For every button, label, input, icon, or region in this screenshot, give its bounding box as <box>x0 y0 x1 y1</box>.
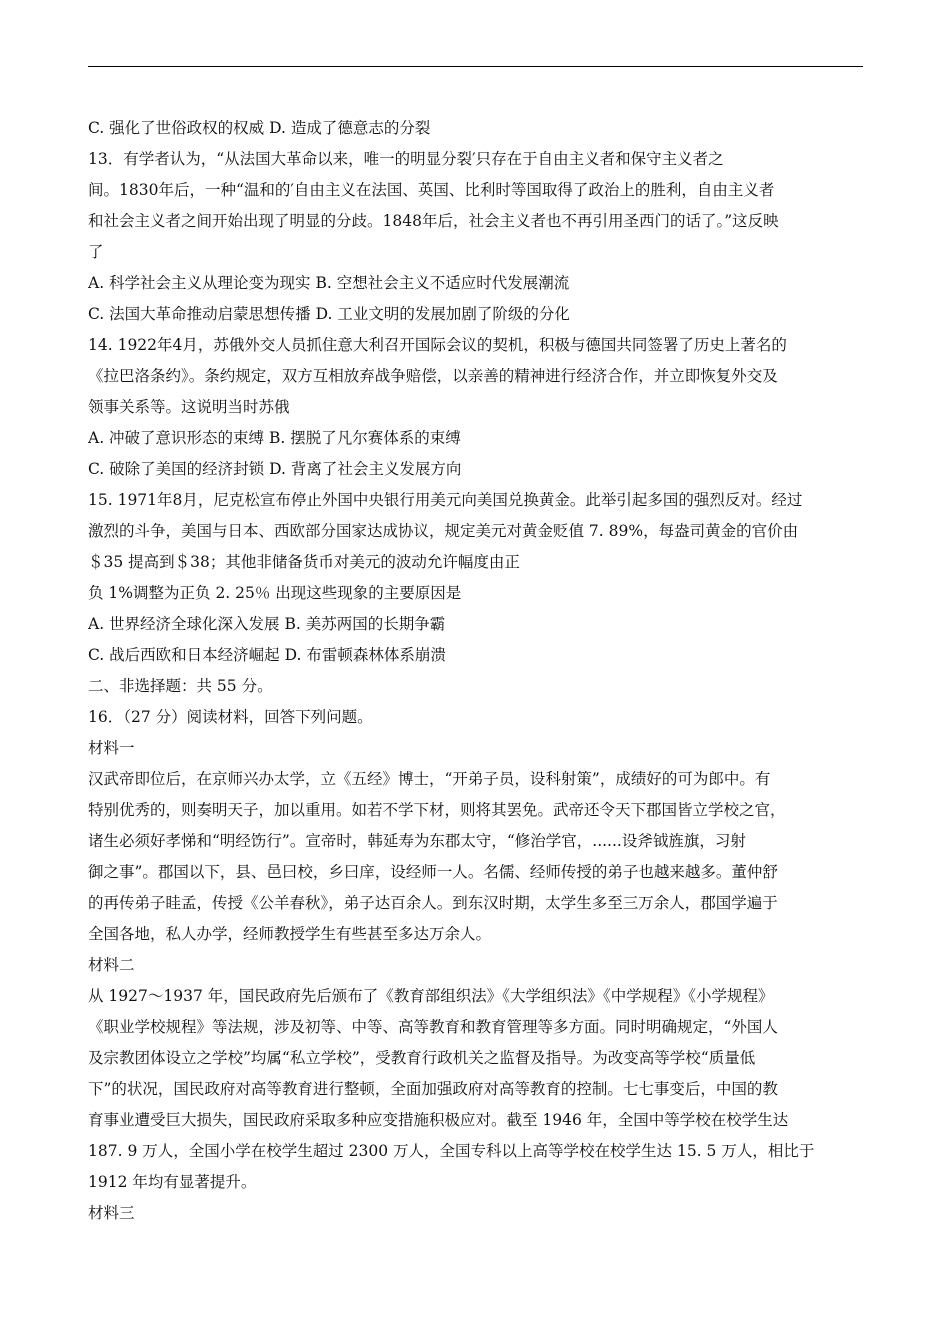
q13-stem-line: 13．有学者认为，“从法国大革命以来，唯一的明显分裂′只存在于自由主义者和保守主义者之 <box>88 150 724 168</box>
q15-stem-line: 激烈的斗争，美国与日本、西欧部分国家达成协议，规定美元对黄金贬值 7. 89%，每盎司黄金的官价由 <box>88 522 799 540</box>
question-15 <box>88 485 863 671</box>
q15-stem-line: 15. 1971年8月，尼克松宣布停止外国中央银行用美元向美国兑换黄金。此举引起多国的强烈反对。经过 <box>88 491 803 509</box>
material-2-text <box>88 981 863 1198</box>
q13-stem-line: 了 <box>88 243 104 261</box>
q14-options-ab: A. 冲破了意识形态的束缚 B. 摆脱了凡尔赛体系的束缚 <box>88 429 461 447</box>
document-body <box>88 113 863 1229</box>
q15-stem-line: 负 1%调整为正负 2. 25％ 出现这些现象的主要原因是 <box>88 584 462 602</box>
q15-stem-line: ＄35 提高到＄38；其他非储备货币对美元的波动允许幅度由正 <box>88 553 520 571</box>
material-line: 187. 9 万人，全国小学在校学生超过 2300 万人，全国专科以上高等学校在校学生达 15. 5 万人，相比于 <box>88 1142 815 1160</box>
q14-options-cd: C. 破除了美国的经济封锁 D. 背离了社会主义发展方向 <box>88 460 462 478</box>
material-line: 诸生必须好孝悌和“明经饬行”。宣帝时，韩延寿为东郡太守，“修治学官，......设斧钺旌旗，习射 <box>88 832 746 850</box>
q13-options-cd: C. 法国大革命推动启蒙思想传播 D. 工业文明的发展加剧了阶级的分化 <box>88 305 570 323</box>
material-line: 御之事”。郡国以下，县、邑曰校，乡曰庠，设经师一人。名儒、经师传授的弟子也越来越多。董仲舒 <box>88 863 778 881</box>
material-line: 的再传弟子眭孟，传授《公羊春秋》，弟子达百余人。到东汉时期，太学生多至三万余人，郡国学遍于 <box>88 894 778 912</box>
q14-stem-line: 14. 1922年4月，苏俄外交人员抓住意大利召开国际会议的契机，积极与德国共同签署了历史上著名的 <box>88 336 787 354</box>
q15-options-cd: C. 战后西欧和日本经济崛起 D. 布雷顿森林体系崩溃 <box>88 646 446 664</box>
question-14 <box>88 330 863 485</box>
q13-stem-line: 间。1830年后，一种“温和的′自由主义在法国、英国、比利时等国取得了政治上的胜利，自由主义者 <box>88 181 775 199</box>
q12-options-cd: C. 强化了世俗政权的权威 D. 造成了德意志的分裂 <box>88 119 431 137</box>
material-line: 从 1927～1937 年，国民政府先后颁布了《教育部组织法》《大学组织法》《中学规程》《小学规程》 <box>88 987 774 1005</box>
header-rule <box>88 66 863 67</box>
q13-stem-line: 和社会主义者之间开始出现了明显的分歧。1848年后，社会主义者也不再引用圣西门的话了。”这反映 <box>88 212 779 230</box>
material-line: 及宗教团体设立之学校”均属“私立学校”，受教育行政机关之监督及指导。为改变高等学校“质量低 <box>88 1049 756 1067</box>
material-line: 育事业遭受巨大损失，国民政府采取多种应变措施积极应对。截至 1946 年，全国中等学校在校学生达 <box>88 1111 789 1129</box>
question-16 <box>88 702 863 1229</box>
material-line: 下”的状况，国民政府对高等教育进行整顿，全面加强政府对高等教育的控制。七七事变后，中国的教 <box>88 1080 778 1098</box>
section-heading: 二、非选择题：共 55 分。 <box>88 677 273 695</box>
material-line: 1912 年均有显著提升。 <box>88 1173 257 1191</box>
material-line: 特别优秀的，则奏明天子，加以重用。如若不学下材，则将其罢免。武帝还令天下郡国皆立学校之官， <box>88 801 786 819</box>
q14-stem-line: 领事关系等。这说明当时苏俄 <box>88 398 290 416</box>
material-label: 材料一 <box>88 739 135 757</box>
material-line: 汉武帝即位后，在京师兴办太学，立《五经》博士，“开弟子员，设科射策”，成绩好的可为郎中。有 <box>88 770 771 788</box>
material-line: 全国各地，私人办学，经师教授学生有些甚至多达万余人。 <box>88 925 492 943</box>
material-label: 材料二 <box>88 956 135 974</box>
material-line: 《职业学校规程》等法规，涉及初等、中等、高等教育和教育管理等多方面。同时明确规定，“外国人 <box>88 1018 778 1036</box>
q15-options-ab: A. 世界经济全球化深入发展 B. 美苏两国的长期争霸 <box>88 615 446 633</box>
q16-stem: 16．（27 分）阅读材料，回答下列问题。 <box>88 708 373 726</box>
question-13 <box>88 144 863 330</box>
material-label: 材料三 <box>88 1204 135 1222</box>
q13-options-ab: A. 科学社会主义从理论变为现实 B. 空想社会主义不适应时代发展潮流 <box>88 274 570 292</box>
material-1-text <box>88 764 863 950</box>
q14-stem-line: 《拉巴洛条约》。条约规定，双方互相放弃战争赔偿，以亲善的精神进行经济合作，并立即恢复外交及 <box>88 367 778 385</box>
